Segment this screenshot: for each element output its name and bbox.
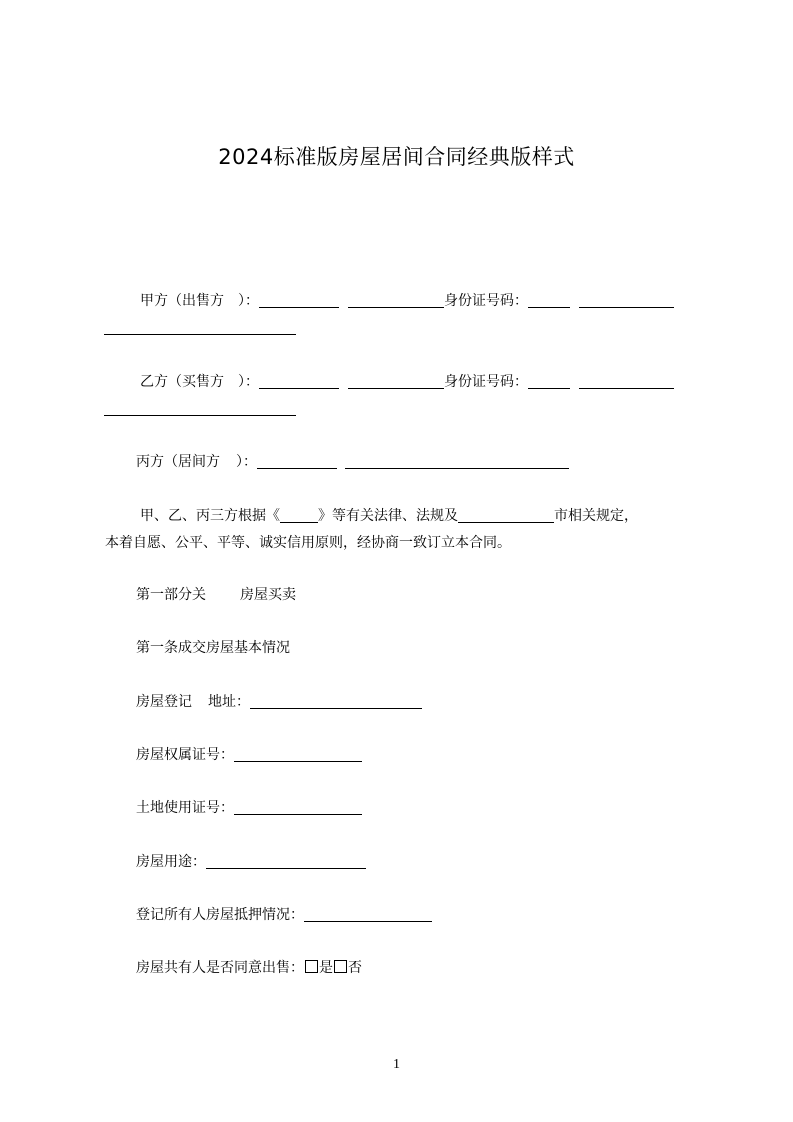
address-blank[interactable]	[250, 693, 422, 709]
address-label-2: 地址：	[208, 694, 250, 710]
mortgage-field	[136, 905, 432, 925]
co-owner-label: 房屋共有人是否同意出售：	[136, 960, 304, 976]
party-b-colon: ）：	[238, 374, 259, 390]
party-a-id-blank-2[interactable]	[579, 292, 674, 308]
party-c-name-blank[interactable]	[257, 453, 337, 469]
party-b-name-blank[interactable]	[259, 373, 339, 389]
yes-label: 是	[319, 960, 333, 976]
party-c-line	[136, 452, 569, 472]
party-b-continuation	[104, 399, 296, 419]
preamble-part-1: 甲、乙、丙三方根据《	[140, 508, 280, 524]
no-label: 否	[348, 960, 362, 976]
yes-checkbox[interactable]	[305, 960, 318, 973]
party-a-continuation	[104, 318, 296, 338]
mortgage-label: 登记所有人房屋抵押情况：	[136, 907, 304, 923]
party-a-id-label: 身份证号码：	[444, 293, 528, 309]
preamble-line-2: 本着自愿、公平、平等、诚实信用原则，经协商一致订立本合同。	[105, 535, 511, 551]
ownership-field	[136, 745, 362, 765]
land-field	[136, 798, 362, 818]
section-heading	[136, 585, 296, 605]
address-label: 房屋登记	[136, 694, 192, 710]
usage-field	[136, 852, 366, 872]
page-number: 1	[393, 1057, 400, 1072]
party-b-extra-blank[interactable]	[348, 373, 444, 389]
usage-label: 房屋用途：	[136, 854, 206, 870]
party-b-id-label: 身份证号码：	[444, 374, 528, 390]
co-owner-field	[136, 958, 362, 978]
party-c-extra-blank[interactable]	[345, 453, 569, 469]
party-b-line	[140, 372, 674, 392]
party-b-id-blank[interactable]	[528, 373, 570, 389]
party-b-continuation-blank[interactable]	[104, 400, 296, 416]
preamble-line-1	[140, 506, 638, 526]
party-a-colon: ）：	[238, 293, 259, 309]
party-b-label: 乙方（买售方	[140, 374, 224, 390]
section-part: 第一部分关	[136, 587, 206, 603]
city-blank[interactable]	[458, 507, 554, 523]
party-c-colon: ）：	[236, 454, 257, 470]
address-field	[136, 692, 422, 712]
party-a-name-blank[interactable]	[259, 292, 339, 308]
party-a-line	[140, 291, 674, 311]
mortgage-blank[interactable]	[304, 906, 432, 922]
land-blank[interactable]	[234, 799, 362, 815]
land-label: 土地使用证号：	[136, 800, 234, 816]
party-a-extra-blank[interactable]	[348, 292, 444, 308]
article-1-heading: 第一条成交房屋基本情况	[136, 640, 290, 656]
section-name: 房屋买卖	[240, 587, 296, 603]
party-a-id-blank[interactable]	[528, 292, 570, 308]
party-a-label: 甲方（出售方	[140, 293, 224, 309]
ownership-label: 房屋权属证号：	[136, 747, 234, 763]
party-a-continuation-blank[interactable]	[104, 319, 296, 335]
party-b-id-blank-2[interactable]	[579, 373, 674, 389]
document-title: 2024标准版房屋居间合同经典版样式	[218, 145, 575, 169]
no-checkbox[interactable]	[334, 960, 347, 973]
usage-blank[interactable]	[206, 853, 366, 869]
law-name-blank[interactable]	[280, 507, 318, 523]
party-c-label: 丙方（居间方	[136, 454, 220, 470]
preamble-part-2: 》等有关法律、法规及	[318, 508, 458, 524]
preamble-part-3: 市相关规定，	[554, 508, 638, 524]
ownership-blank[interactable]	[234, 746, 362, 762]
